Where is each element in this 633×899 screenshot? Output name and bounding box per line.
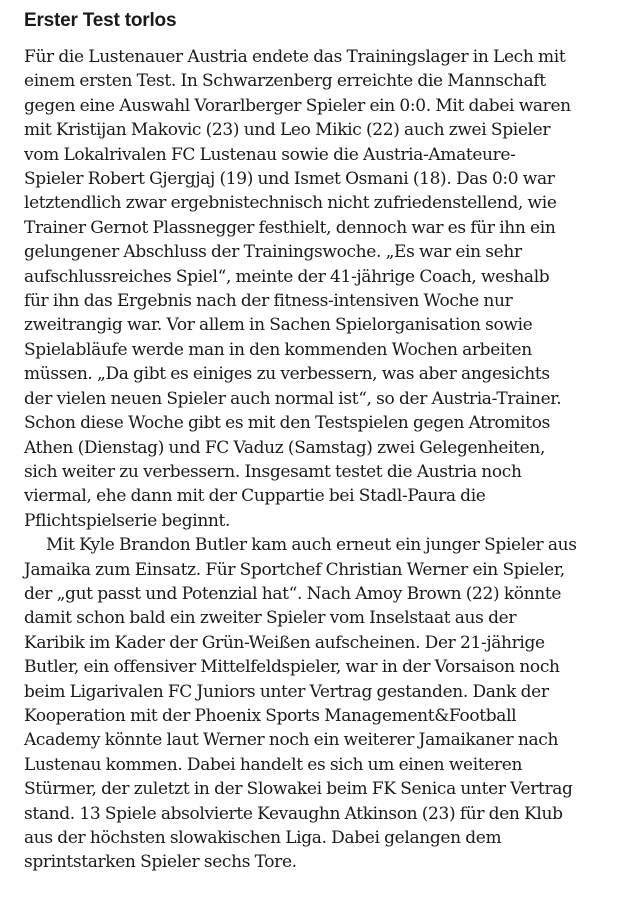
- paragraph-line: zweitrangig war. Vor allem in Sachen Spielorganisation sowie: [24, 315, 533, 336]
- paragraph-line: Jamaika zum Einsatz. Für Sportchef Christian Werner ein Spieler,: [24, 559, 565, 580]
- news-article: [24, 8, 622, 875]
- paragraph-line: sprintstarken Spieler sechs Tore.: [24, 852, 297, 873]
- paragraph-line: mit Kristijan Makovic (23) und Leo Mikic (22) auch zwei Spieler: [24, 120, 551, 141]
- paragraph-line: vom Lokalrivalen FC Lustenau sowie die Austria-Amateure-: [24, 144, 516, 165]
- paragraph-line: Academy könnte laut Werner noch ein weiterer Jamaikaner nach: [24, 730, 559, 751]
- article-paragraph-1: [24, 45, 622, 533]
- paragraph-line: gegen eine Auswahl Vorarlberger Spieler ein 0:0. Mit dabei waren: [24, 95, 571, 116]
- paragraph-line: gelungener Abschluss der Trainingswoche. „Es war ein sehr: [24, 242, 522, 263]
- paragraph-line: Kooperation mit der Phoenix Sports Management&Football: [24, 705, 517, 726]
- paragraph-line: letztendlich zwar ergebnistechnisch nicht zufriedenstellend, wie: [24, 193, 557, 214]
- paragraph-line: beim Ligarivalen FC Juniors unter Vertrag gestanden. Dank der: [24, 681, 549, 702]
- paragraph-line: sich weiter zu verbessern. Insgesamt testet die Austria noch: [24, 461, 522, 482]
- paragraph-line: Stürmer, der zuletzt in der Slowakei beim FK Senica unter Vertrag: [24, 779, 573, 800]
- paragraph-line: viermal, ehe dann mit der Cuppartie bei Stadl-Paura die: [24, 486, 486, 507]
- paragraph-line: einem ersten Test. In Schwarzenberg erreichte die Mannschaft: [24, 71, 546, 92]
- paragraph-line: Karibik im Kader der Grün-Weißen aufscheinen. Der 21-jährige: [24, 632, 545, 653]
- paragraph-line: der vielen neuen Spieler auch normal ist“, so der Austria-Trainer.: [24, 388, 562, 409]
- paragraph-line: Butler, ein offensiver Mittelfeldspieler, war in der Vorsaison noch: [24, 657, 560, 678]
- paragraph-line: Für die Lustenauer Austria endete das Trainingslager in Lech mit: [24, 47, 566, 67]
- paragraph-line: der „gut passt und Potenzial hat“. Nach Amoy Brown (22) könnte: [24, 583, 562, 604]
- article-headline: Erster Test torlos: [24, 10, 177, 31]
- paragraph-line: Mit Kyle Brandon Butler kam auch erneut ein junger Spieler aus: [46, 535, 577, 556]
- paragraph-line: aus der höchsten slowakischen Liga. Dabei gelangen dem: [24, 828, 502, 848]
- paragraph-line: müssen. „Da gibt es einiges zu verbessern, was aber angesichts: [24, 364, 550, 385]
- paragraph-line: damit schon bald ein zweiter Spieler vom Inselstaat aus der: [24, 608, 517, 629]
- paragraph-line: für ihn das Ergebnis nach der fitness-intensiven Woche nur: [24, 291, 513, 312]
- paragraph-line: Trainer Gernot Plassnegger festhielt, dennoch war es für ihn ein: [24, 217, 556, 238]
- paragraph-line: stand. 13 Spiele absolvierte Kevaughn Atkinson (23) für den Klub: [24, 803, 563, 824]
- article-paragraph-2: [24, 533, 622, 875]
- paragraph-line: Athen (Dienstag) und FC Vaduz (Samstag) zwei Gelegenheiten,: [24, 437, 546, 458]
- paragraph-line: Schon diese Woche gibt es mit den Testspielen gegen Atromitos: [24, 413, 550, 434]
- paragraph-line: Spielabläufe werde man in den kommenden Wochen arbeiten: [24, 339, 532, 360]
- paragraph-line: Pflichtspielserie beginnt.: [24, 510, 231, 531]
- paragraph-line: Spieler Robert Gjergjaj (19) und Ismet Osmani (18). Das 0:0 war: [24, 169, 555, 190]
- paragraph-line: aufschlussreiches Spiel“, meinte der 41-jährige Coach, weshalb: [24, 266, 550, 287]
- paragraph-line: Lustenau kommen. Dabei handelt es sich um einen weiteren: [24, 754, 523, 775]
